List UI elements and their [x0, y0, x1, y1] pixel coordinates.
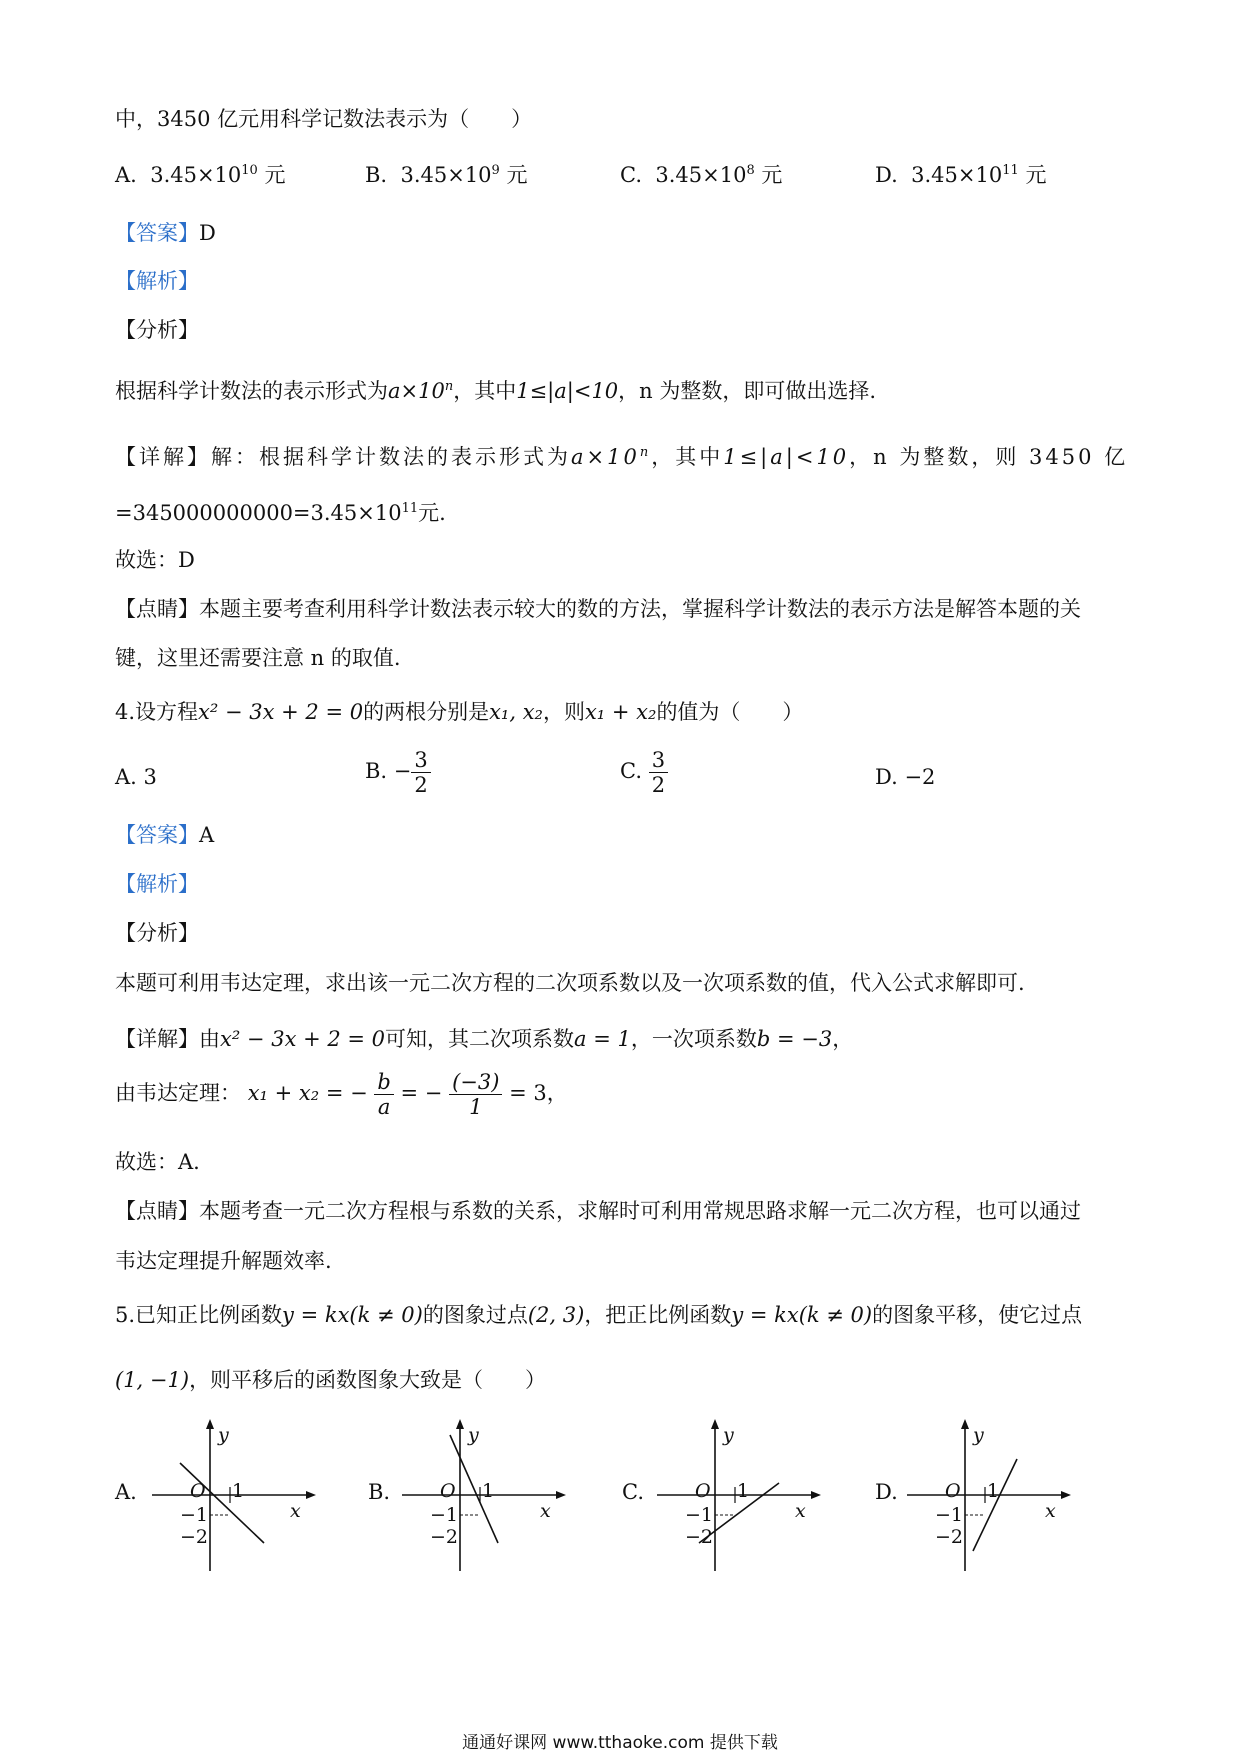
q4-option-d: D. −2 [875, 765, 936, 789]
y-axis-label: y [723, 1424, 734, 1446]
tick-label-1: 1 [987, 1480, 1000, 1502]
tick-label-minus-1: −1 [180, 1504, 209, 1526]
x-axis-arrow [306, 1491, 316, 1499]
q4-dianjing-line1: 【点睛】本题考查一元二次方程根与系数的关系，求解时可利用常规思路求解一元二次方程，也可以通过 [115, 1199, 1081, 1223]
tick-label-minus-1: −1 [685, 1504, 714, 1526]
q5-stem-line1: 5.已知正比例函数y = kx(k ≠ 0)的图象过点(2, 3)，把正比例函数y = kx(k ≠ 0)的图象平移，使它过点 [115, 1303, 1083, 1327]
q3-option-a: A. $3.45\times 10^{10}$ 元 [115, 163, 286, 187]
q5-option-graph [400, 1415, 570, 1575]
q3-fenxi-tag: 【分析】 [115, 318, 199, 342]
q3-dianjing-line2: 键，这里还需要注意 n 的取值. [115, 646, 401, 670]
y-axis-arrow [961, 1419, 969, 1429]
q4-xiangjie: 【详解】由x² − 3x + 2 = 0可知，其二次项系数a = 1，一次项系数b = −3， [115, 1027, 854, 1051]
origin-label: O [695, 1480, 711, 1502]
q4-weida: 由韦达定理： x₁ + x₂ = − $\frac{b}{a}$ = − $\frac{(-3)}{1}$ = 3， [115, 1070, 568, 1119]
q4-stem: 4.设方程x² − 3x + 2 = 0的两根分别是x₁, x₂，则x₁ + x₂的值为（ ） [115, 700, 804, 724]
x-axis-arrow [556, 1491, 566, 1499]
q4-option-b: B. − $\frac{3}{2}$ [365, 748, 431, 797]
q3-guxuan: 故选：D [115, 548, 195, 572]
tick-label-minus-2: −2 [685, 1526, 714, 1548]
tick-label-minus-2: −2 [935, 1526, 964, 1548]
origin-label: O [440, 1480, 456, 1502]
q3-dianjing-line1: 【点睛】本题主要考查利用科学计数法表示较大的数的方法，掌握科学计数法的表示方法是解答本题的关 [115, 597, 1081, 621]
x-axis-arrow [811, 1491, 821, 1499]
q5-option-graph [150, 1415, 320, 1575]
q3-option-c: C. $3.45\times 10^8$ 元 [620, 163, 783, 187]
tick-label-minus-2: −2 [180, 1526, 209, 1548]
page-footer: 通通好课网 www.tthaoke.com 提供下载 [462, 1733, 778, 1753]
y-axis-arrow [206, 1419, 214, 1429]
q3-option-d: D. $3.45\times 10^{11}$ 元 [875, 163, 1047, 187]
q5-option-label: A. [115, 1480, 137, 1504]
x-axis-label: x [290, 1500, 301, 1522]
q5-option-graph [905, 1415, 1075, 1575]
q4-fenxi-text: 本题可利用韦达定理，求出该一元二次方程的二次项系数以及一次项系数的值，代入公式求解即可. [115, 971, 1025, 995]
x-axis-label: x [795, 1500, 806, 1522]
q4-option-a: A. 3 [115, 765, 157, 789]
q5-option-label: C. [622, 1480, 644, 1504]
q3-answer: 【答案】D [115, 221, 216, 245]
tick-label-1: 1 [482, 1480, 495, 1502]
q3-option-b: B. $3.45\times 10^9$ 元 [365, 163, 528, 187]
q4-fenxi-tag: 【分析】 [115, 921, 199, 945]
tick-label-1: 1 [737, 1480, 750, 1502]
origin-label: O [945, 1480, 961, 1502]
q3-fenxi-text: 根据科学计数法的表示形式为$a\times 10^n$，其中1≤|a|<10，n 为整数，即可做出选择. [115, 379, 877, 403]
x-axis-arrow [1061, 1491, 1071, 1499]
origin-label: O [190, 1480, 206, 1502]
y-axis-arrow [456, 1419, 464, 1429]
q4-guxuan: 故选：A. [115, 1150, 200, 1174]
q3-jiexi-tag: 【解析】 [115, 269, 199, 293]
q4-answer: 【答案】A [115, 823, 215, 847]
q5-stem-line2: (1, −1)，则平移后的函数图象大致是（ ） [115, 1368, 547, 1392]
q3-stem-tail: 中，3450 亿元用科学记数法表示为（ ） [115, 107, 533, 131]
tick-label-1: 1 [232, 1480, 245, 1502]
x-axis-label: x [540, 1500, 551, 1522]
y-axis-label: y [218, 1424, 229, 1446]
tick-label-minus-2: −2 [430, 1526, 459, 1548]
y-axis-arrow [711, 1419, 719, 1429]
x-axis-label: x [1045, 1500, 1056, 1522]
function-line [973, 1459, 1017, 1551]
q4-jiexi-tag: 【解析】 [115, 872, 199, 896]
q5-option-graph [655, 1415, 825, 1575]
q5-option-label: D. [875, 1480, 898, 1504]
tick-label-minus-1: −1 [430, 1504, 459, 1526]
tick-label-minus-1: −1 [935, 1504, 964, 1526]
q4-option-c: C. $\frac{3}{2}$ [620, 748, 668, 797]
y-axis-label: y [973, 1424, 984, 1446]
q5-option-label: B. [368, 1480, 391, 1504]
y-axis-label: y [468, 1424, 479, 1446]
q4-dianjing-line2: 韦达定理提升解题效率. [115, 1249, 332, 1273]
q3-xiangjie-line2: $=345000000000=3.45\times 10^{11}$元. [115, 501, 446, 525]
q3-xiangjie-line1: 【详解】解：根据科学计数法的表示形式为$a\times 10^n$，其中1≤|a|<10，n 为整数，则 3450 亿 [115, 445, 1129, 469]
